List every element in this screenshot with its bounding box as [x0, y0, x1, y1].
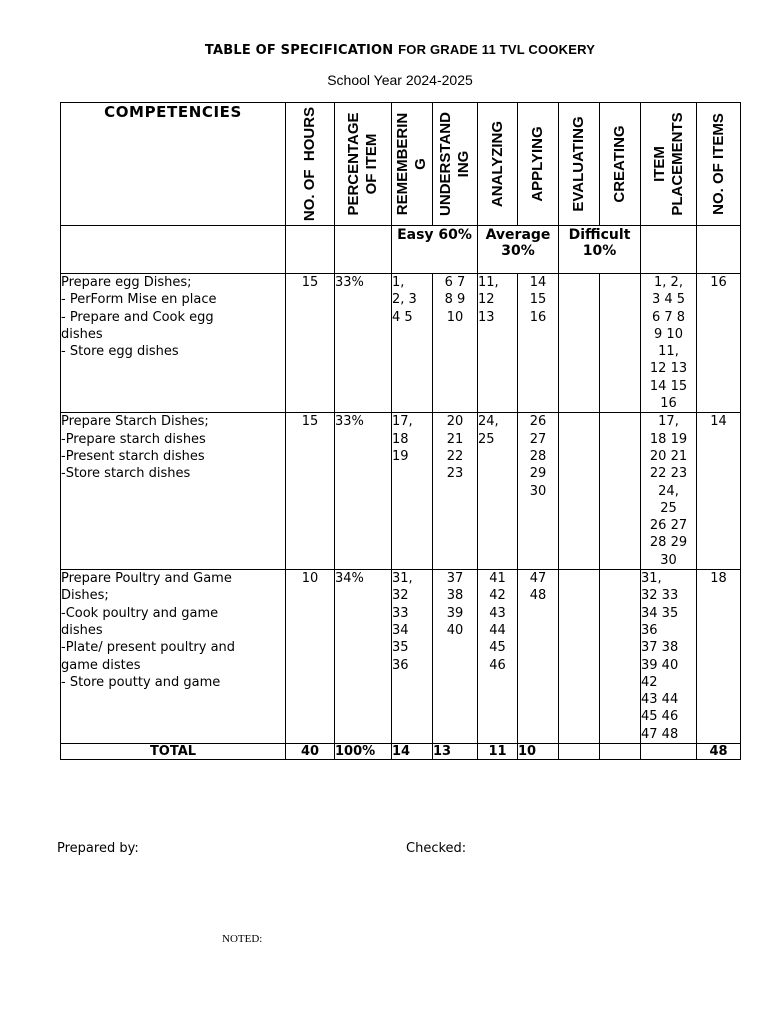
noted-label: NOTED:: [222, 933, 263, 945]
header-creating: [600, 103, 641, 226]
difficulty-average: [478, 226, 559, 274]
total-applying: 10: [518, 744, 559, 760]
competency-cell: [61, 570, 286, 744]
header-evaluating-text: EVALUATING: [570, 116, 587, 212]
total-placements: [641, 744, 697, 760]
difficulty-easy-text: Easy 60%: [397, 227, 472, 243]
difficulty-blank-3: [335, 226, 392, 274]
school-year: School Year 2024-2025: [327, 72, 473, 88]
competency-line: -Prepare starch dishes: [61, 431, 206, 447]
total-items: 48: [697, 744, 741, 760]
header-evaluating: [559, 103, 600, 226]
remembering-cell: 1, 2, 3 4 5: [392, 274, 433, 413]
remembering-cell: 31, 32 33 34 35 36: [392, 570, 433, 744]
percentage-cell: 33%: [335, 274, 392, 413]
hours-cell: 15: [286, 413, 335, 570]
header-hours-text: NO. OF HOURS: [301, 106, 318, 222]
evaluating-cell: [559, 413, 600, 570]
table-row: [61, 274, 741, 413]
applying-cell: 26 27 28 29 30: [518, 413, 559, 570]
table-row: [61, 413, 741, 570]
header-placements: [641, 103, 697, 226]
difficulty-average-text: Average 30%: [485, 227, 551, 259]
competency-line: -Present starch dishes: [61, 448, 205, 464]
competency-line: game distes: [61, 657, 141, 673]
header-remembering-text: REMEMBERIN G: [394, 112, 429, 216]
analyzing-cell: 24, 25: [478, 413, 518, 570]
competency-line: dishes: [61, 326, 103, 342]
applying-cell: 14 15 16: [518, 274, 559, 413]
competency-line: Prepare Starch Dishes;: [61, 414, 209, 430]
header-understanding-text: UNDERSTAND ING: [437, 112, 472, 216]
total-percentage: 100%: [335, 744, 392, 760]
placements-cell: 31, 32 33 34 35 36 37 38 39 40 42 43 44 45 46 47 48: [641, 570, 697, 744]
total-evaluating: [559, 744, 600, 760]
header-applying: [518, 103, 559, 226]
understanding-cell: 20 21 22 23: [433, 413, 478, 570]
total-creating: [600, 744, 641, 760]
competency-line: - PerForm Mise en place: [61, 292, 217, 308]
difficulty-difficult-text: Difficult 10%: [568, 227, 631, 259]
evaluating-cell: [559, 570, 600, 744]
competency-line: Prepare egg Dishes;: [61, 275, 192, 290]
difficulty-row: [61, 226, 741, 274]
difficulty-blank-2: [286, 226, 335, 274]
competency-line: -Plate/ present poultry and: [61, 640, 236, 656]
header-percentage: [335, 103, 392, 226]
header-placements-text: ITEM PLACEMENTS: [650, 112, 686, 216]
competency-line: Prepare Poultry and Game: [61, 571, 232, 587]
header-understanding: [433, 103, 478, 226]
header-applying-text: APPLYING: [529, 126, 546, 202]
total-understanding: 13: [433, 744, 478, 760]
percentage-cell: 34%: [335, 570, 392, 744]
header-items: [697, 103, 741, 226]
prepared-by-label: Prepared by:: [57, 841, 139, 856]
creating-cell: [600, 413, 641, 570]
items-cell: 16: [697, 274, 741, 413]
understanding-cell: 6 7 8 9 10: [433, 274, 478, 413]
placements-cell: 17, 18 19 20 21 22 23 24, 25 26 27 28 29 30: [641, 413, 697, 570]
title-rest: FOR GRADE 11 TVL COOKERY: [398, 42, 596, 57]
competency-line: - Prepare and Cook egg: [61, 309, 214, 325]
analyzing-cell: 41 42 43 44 45 46: [478, 570, 518, 744]
competency-line: dishes: [61, 622, 103, 638]
specification-table: [60, 102, 741, 760]
placements-cell: 1, 2, 3 4 5 6 7 8 9 10 11, 12 13 14 15 16: [641, 274, 697, 413]
competency-line: -Store starch dishes: [61, 466, 191, 482]
header-row: [61, 103, 741, 226]
hours-cell: 15: [286, 274, 335, 413]
competency-line: - Store egg dishes: [61, 344, 179, 360]
header-analyzing: [478, 103, 518, 226]
total-remembering: 14: [392, 744, 433, 760]
difficulty-easy: [392, 226, 478, 274]
header-analyzing-text: ANALYZING: [488, 120, 506, 208]
competency-cell: [61, 413, 286, 570]
header-creating-text: CREATING: [611, 125, 628, 203]
items-cell: 18: [697, 570, 741, 744]
understanding-cell: 37 38 39 40: [433, 570, 478, 744]
percentage-cell: 33%: [335, 413, 392, 570]
applying-cell: 47 48: [518, 570, 559, 744]
competency-line: Dishes;: [61, 588, 109, 604]
items-cell: 14: [697, 413, 741, 570]
total-hours: 40: [286, 744, 335, 760]
difficulty-difficult: [559, 226, 641, 274]
hours-cell: 10: [286, 570, 335, 744]
difficulty-blank-4: [641, 226, 697, 274]
difficulty-blank-5: [697, 226, 741, 274]
creating-cell: [600, 570, 641, 744]
header-percentage-text: PERCENTAGE OF ITEM: [345, 112, 380, 216]
checked-label: Checked:: [406, 841, 467, 856]
total-row: [61, 744, 741, 760]
competency-cell: [61, 274, 286, 413]
title-main: TABLE OF SPECIFICATION: [204, 43, 394, 58]
difficulty-blank-1: [61, 226, 286, 274]
evaluating-cell: [559, 274, 600, 413]
total-label: TOTAL: [61, 744, 286, 760]
table-row: [61, 570, 741, 744]
header-remembering: [392, 103, 433, 226]
header-competencies: COMPETENCIES: [61, 103, 286, 226]
total-analyzing: 11: [478, 744, 518, 760]
creating-cell: [600, 274, 641, 413]
competency-line: - Store poutty and game: [61, 674, 221, 690]
header-items-text: NO. OF ITEMS: [709, 113, 727, 215]
competency-line: -Cook poultry and game: [61, 605, 219, 621]
header-hours: [286, 103, 335, 226]
analyzing-cell: 11, 12 13: [478, 274, 518, 413]
document-title: [0, 42, 768, 58]
remembering-cell: 17, 18 19: [392, 413, 433, 570]
